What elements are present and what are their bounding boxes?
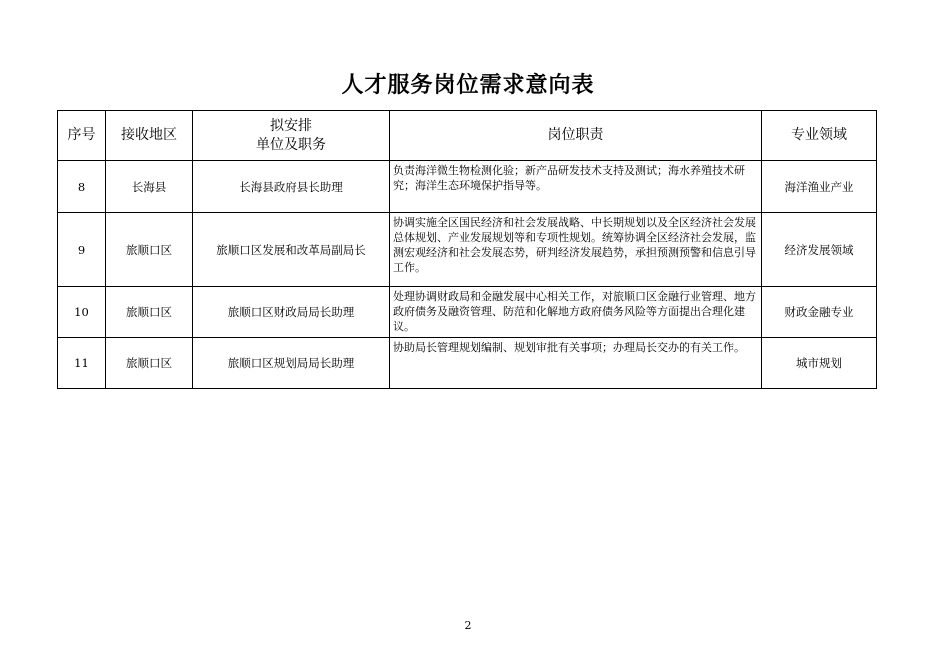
- cell-position: 旅顺口区财政局局长助理: [193, 287, 390, 338]
- cell-duties: 协助局长管理规划编制、规划审批有关事项；办理局长交办的有关工作。: [390, 338, 762, 389]
- table-row: [58, 338, 877, 389]
- cell-field: 经济发展领域: [762, 213, 877, 287]
- cell-field: 海洋渔业产业: [762, 161, 877, 213]
- header-field: 专业领域: [762, 111, 877, 161]
- cell-seq: 8: [58, 161, 106, 213]
- cell-duties: 协调实施全区国民经济和社会发展战略、中长期规划以及全区经济社会发展总体规划、产业发展规划等和专项性规划。统筹协调全区经济社会发展，监测宏观经济和社会发展态势，研判经济发展趋势，承担预测预警和信息引导工作。: [390, 213, 762, 287]
- cell-region: 长海县: [106, 161, 193, 213]
- table-row: [58, 161, 877, 213]
- cell-position: 长海县政府县长助理: [193, 161, 390, 213]
- header-seq: 序号: [58, 111, 106, 161]
- header-duties: 岗位职责: [390, 111, 762, 161]
- cell-duties: 处理协调财政局和金融发展中心相关工作，对旅顺口区金融行业管理、地方政府债务及融资管理、防范和化解地方政府债务风险等方面提出合理化建议。: [390, 287, 762, 338]
- cell-duties: 负责海洋微生物检测化验；新产品研发技术支持及测试；海水养殖技术研究；海洋生态环境保护指导等。: [390, 161, 762, 213]
- cell-region: 旅顺口区: [106, 338, 193, 389]
- cell-region: 旅顺口区: [106, 213, 193, 287]
- header-position-line2: 单位及职务: [256, 136, 326, 153]
- cell-region: 旅顺口区: [106, 287, 193, 338]
- cell-field: 财政金融专业: [762, 287, 877, 338]
- demand-table: [57, 110, 877, 389]
- table-row: [58, 287, 877, 338]
- cell-seq: 11: [58, 338, 106, 389]
- header-position: [193, 111, 390, 161]
- cell-field: 城市规划: [762, 338, 877, 389]
- header-position-line1: 拟安排: [270, 117, 312, 134]
- table-row: [58, 213, 877, 287]
- cell-seq: 10: [58, 287, 106, 338]
- cell-seq: 9: [58, 213, 106, 287]
- header-row: [58, 111, 877, 161]
- page-number: 2: [464, 619, 472, 632]
- header-region: 接收地区: [106, 111, 193, 161]
- cell-position: 旅顺口区规划局局长助理: [193, 338, 390, 389]
- cell-position: 旅顺口区发展和改革局副局长: [193, 213, 390, 287]
- page-title: 人才服务岗位需求意向表: [341, 73, 595, 98]
